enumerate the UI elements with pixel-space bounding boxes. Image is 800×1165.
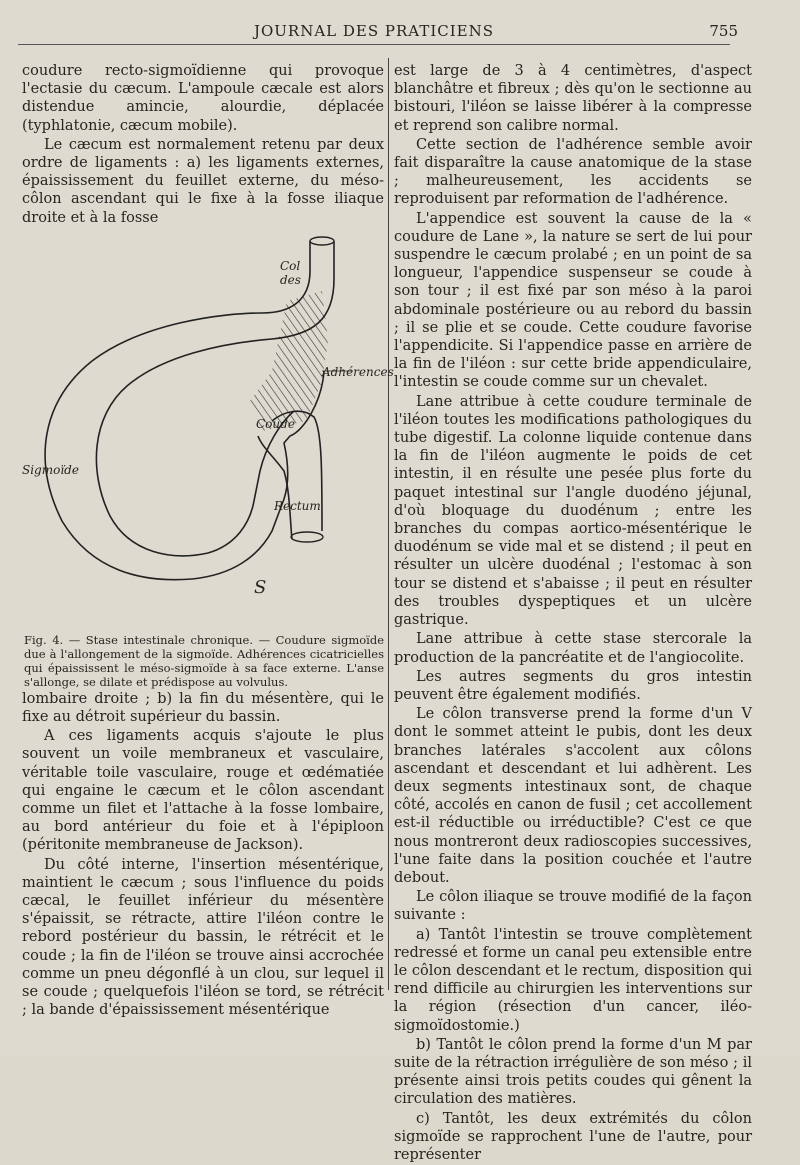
paragraph: Lane attribue à cette coudure terminale de l'iléon toutes les modifications pathologiques du tube digestif. La colonne liquide contenue dans la fin de l'iléon augmente le poids de cet intestin, il en résulte une pesée plus forte du paquet intestinal sur l'angle duodéno jéjunal, d'où bloquage du duodénum ; entre les branches du compas aortico-mésentérique le duodénum se vide mal et se distend ; il peut en résulter un ulcère duodénal ; l'estomac à son tour se distend et s'abaisse ; il peut en résulter des troubles dyspeptiques et un ulcère gastrique. [394, 393, 752, 629]
paragraph: Les autres segments du gros intestin peuvent être également modifiés. [394, 668, 752, 703]
paragraph: Le côlon iliaque se trouve modifié de la façon suivante : [394, 889, 752, 924]
rectum-opening [291, 532, 323, 542]
column-divider [388, 58, 389, 990]
paragraph: lombaire droite ; b) la fin du mésentère, qui le fixe au détroit supérieur du bassin. [22, 690, 384, 726]
paragraph: Lane attribue à cette stase stercorale la production de la pancréatite et de l'angiocolite. [394, 631, 752, 666]
label-coude: Coude [256, 416, 295, 431]
paragraph: A ces ligaments acquis s'ajoute le plus souvent un voile membraneux et vasculaire, véritable toile vasculaire, rouge et œdématiée qui engaine le cæcum et le côlon ascendant comme un filet et l'attache à la fosse lombaire, au bord antérieur du foie et à l'épiploon (péritonite membraneuse de Jackson). [22, 728, 384, 854]
paragraph: est large de 3 à 4 centimètres, d'aspect blanchâtre et fibreux ; dès qu'on le sectionne au bistouri, l'iléon se laisse libérer à la compresse et reprend son calibre normal. [394, 63, 752, 134]
label-adherences: Adhérences [322, 364, 394, 379]
paragraph: Le côlon transverse prend la forme d'un V dont le sommet atteint le pubis, dont les deux branches latérales s'accolent aux côlons ascendant et descendant et lui adhèrent. Les deux segments intestinaux sont, de chaque côté, accolés en canon de fusil ; cet accollement est-il réductible ou irréductible? C'est ce que nous montreront deux radioscopies successives, l'une faite dans la position couchée et l'autre debout. [394, 706, 752, 886]
paragraph: L'appendice est souvent la cause de la « coudure de Lane », la nature se sert de lui pour suspendre le cæcum prolabé ; en un point de sa longueur, l'appendice suspenseur se coude à son tour ; il est fixé par son méso à la paroi abdominale postérieure ou au rebord du bassin ; il se plie et se coude. Cette coudure favorise l'appendicite. Si l'appendice passe en arrière de la fin de l'iléon : sur cette bride appendiculaire, l'intestin se coude comme sur un chevalet. [394, 210, 752, 391]
paragraph: a) Tantôt l'intestin se trouve complètement redressé et forme un canal peu extensible entre le côlon descendant et le rectum, disposition qui rend difficile au chirurgien les interventions sur la région (résection d'un cancer, iléo-sigmoïdostomie.) [394, 926, 752, 1034]
sigmoid-illustration [22, 231, 384, 631]
page-number: 755 [709, 22, 738, 40]
label-sigmoide: Sigmoïde [22, 462, 79, 477]
figure-caption: Fig. 4. — Stase intestinale chronique. — Coudure sigmoïde due à l'allongement de la sigmoïde. Adhérences cicatricielles qui épaississent le méso-sigmoïde à sa face externe. L'anse s'allonge, se dilate et prédispose au volvulus. [24, 632, 384, 689]
paragraph: Cette section de l'adhérence semble avoir fait disparaître la cause anatomique de la stase ; malheureusement, les accidents se reproduisent par reformation de l'adhérence. [394, 136, 752, 208]
figure-sigmoid-diagram [22, 231, 394, 631]
paragraph: coudure recto-sigmoïdienne qui provoque l'ectasie du cæcum. L'ampoule cæcale est alors distendue amincie, alourdie, déplacée (typhlatonie, cæcum mobile). [22, 63, 384, 134]
journal-title: JOURNAL DES PRATICIENS [253, 22, 495, 40]
label-rectum: Rectum [274, 498, 321, 513]
paragraph: Le cæcum est normalement retenu par deux ordre de ligaments : a) les ligaments externes, épaississement du feuillet externe, du méso-côlon ascendant qui le fixe à la fosse iliaque droite et à la fosse [22, 136, 384, 226]
label-s: S [254, 576, 267, 598]
adhesion-hatching [250, 291, 328, 431]
right-column [394, 62, 752, 1165]
paragraph: c) Tantôt, les deux extrémités du côlon sigmoïde se rapprochent l'une de l'autre, pour représenter [394, 1110, 752, 1163]
running-header [18, 22, 738, 45]
colon-opening [310, 237, 334, 245]
left-column [22, 62, 394, 1020]
paragraph: b) Tantôt le côlon prend la forme d'un M par suite de la rétraction irrégulière de son méso ; il présente ainsi trois petits coudes qui gênent la circulation des matières. [394, 1036, 752, 1108]
paragraph: Du côté interne, l'insertion mésentérique, maintient le cæcum ; sous l'influence du poids cæcal, le feuillet inférieur du mésentère s'épaissit, se rétracte, attire l'iléon contre le rebord postérieur du bassin, le rétrécit et le coude ; la fin de l'iléon se trouve ainsi accrochée comme un pneu dégonflé à un clou, sur lequel il se coude ; quelquefois l'iléon se tord, se rétrécit ; la bande d'épaississement mésentérique [22, 856, 384, 1019]
label-col-des: Col des [280, 258, 301, 287]
